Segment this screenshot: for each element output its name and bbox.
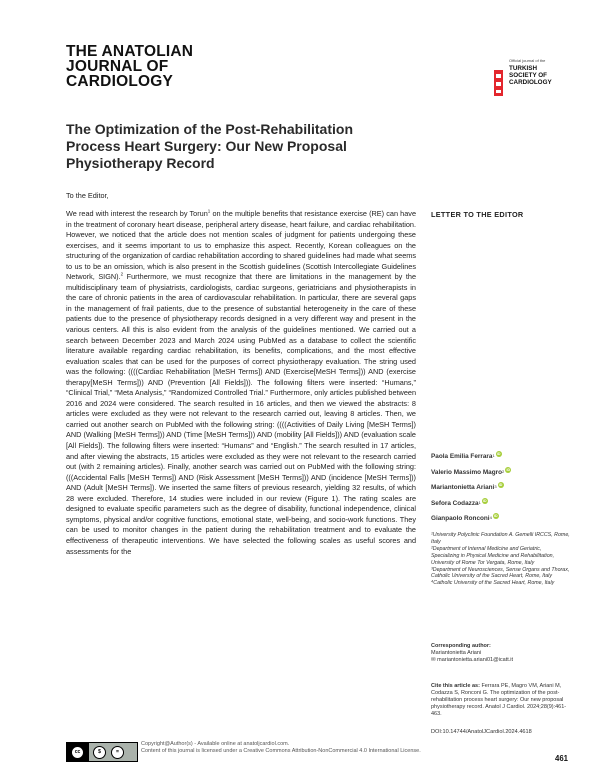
affiliation-list [431, 532, 571, 587]
affiliation-item: ²Department of Internal Medicine and Geriatric, Specializing in Physical Medicine and Rehabilitation, University of Rome Tor Vergata, Rome, Italy [431, 545, 555, 566]
noncommercial-icon: $ [93, 746, 106, 759]
noderivatives-icon: = [111, 746, 124, 759]
reference-marker[interactable]: 2 [120, 271, 124, 277]
page-number: 461 [555, 754, 569, 763]
society-logo [491, 58, 581, 120]
author-name: Valerio Massimo Magro [431, 468, 503, 476]
journal-title [66, 44, 193, 89]
reference-marker[interactable]: 1 [207, 208, 211, 214]
salutation: To the Editor, [66, 191, 109, 200]
author-name: Gianpaolo Ronconi [431, 515, 490, 522]
society-name-line: TURKISH [509, 65, 537, 72]
author-item [431, 453, 571, 469]
orcid-icon[interactable]: iD [496, 452, 501, 456]
affiliation-item: ³Department of Neurosciences, Sense Organs and Thorax, Catholic University of the Sacred Heart, Rome, Italy [431, 566, 570, 580]
author-name: Sefora Codazza [431, 499, 479, 507]
license-line: Content of this journal is licensed under a Creative Commons Attribution-NonCommercial 4.0 International License. [141, 748, 421, 754]
creative-commons-badge[interactable] [66, 742, 138, 762]
orcid-icon[interactable]: iD [494, 514, 498, 518]
author-affiliation-marker: 1 [492, 453, 495, 458]
journal-title-line: JOURNAL OF [66, 58, 169, 75]
corresponding-label: Corresponding author: [431, 643, 491, 649]
body-text-part: Furthermore, we must recognize that there are limitations in the management by the multidisciplinary team of physiatrists, cardiologists, cardiac surgeons, geriatricians and physiotherapists in the care of chronic patients in the area of cardiovascular rehabilitation. In particular, there are several gaps in the management of frail patients, due to the presence of substantial heterogeneity in the care of these patients due to the presence of physiotherapy records designed in a very different way and present in the various centers. All this is also evident from the analysis of the guidelines mentioned. We carried out a search between December 2023 and March 2024 using PubMed as a database to collect the scientific literature available regarding cardiac rehabilitation, its benefits, complications, and the most effective evaluation scales that can be used for the purposes of correct physiotherapy evaluation. The string used was the following: ((((Cardiac Rehabilitation [MeSH Terms]) AND (Exercise[MeSH Terms])) AND (exercise therapy[MeSH Terms])) AND (Prevention [All Fields])). The following filters were inserted: “Humans,” “Clinical Trial,” “Meta Analysis,” “Randomized Controlled Trial.” Furthermore, only articles published between 2016 and 2024 were considered. The search resulted in 16 articles, and then we viewed the abstracts: 8 articles were excluded as they were not relevant to the research carried out, leaving 8 articles. Then, we carried out another search on PubMed with the following string: ((((Activities of Daily Living [MeSH Terms]) AND (Walking [MeSH Terms])) AND (Time [MeSH Terms])) AND (mobility [All Fields])) AND (evaluation scale [All Fields]). The following filters were inserted: “Humans” and “English.” The search resulted in 17 articles, and after viewing the abstracts, 15 articles were excluded as they were not relevant to the research carried out (with 2 remaining articles). Finally, another search was carried out on PubMed with the following string: (((Accidental Falls [MeSH Terms]) AND (Risk Assessment [MeSH Terms])) AND (incidence [MeSH Terms])) AND (Adult [MeSH Terms]). We inserted the same filters of previous research, yielding 32 results, of which 28 were excluded. Therefore, 14 studies were included in our review (Figure 1). The rating scales are designed to evaluate specific parameters such as the degree of disability, functional independence, clinical symptoms, physical and/or cognitive functions, emotional state, well-being, and socio-work functions. They can be used to monitor changes in the patient during the rehabilitation treatment and to evaluate the effectiveness of therapeutic interventions. We have selected the following scales as useful scores and assessments for the [66, 272, 416, 556]
corresponding-name: Mariantonietta Ariani [431, 650, 482, 656]
cite-text: Ferrara PE, Magro VM, Ariani M, Codazza S, Ronconi G. The optimization of the post-rehabilitation process heart surgery: Our new proposal physiotherapy record. Anatol J Cardiol. 2024;28(9):461-463. [431, 683, 567, 717]
heart-logo-icon [491, 66, 507, 100]
author-item [431, 484, 571, 500]
license-line: Copyright@Author(s) - Available online at anatoljcardiol.com. [141, 741, 290, 747]
author-item [431, 500, 571, 516]
author-affiliation-marker: 2 [502, 468, 505, 474]
author-affiliation-marker: 1 [478, 499, 481, 505]
author-list [431, 453, 571, 531]
society-official-label: Official journal of the [509, 58, 546, 63]
author-name: Paola Emilia Ferrara [431, 453, 493, 460]
corresponding-author [431, 643, 571, 664]
journal-title-line: CARDIOLOGY [66, 73, 174, 90]
society-name-line: CARDIOLOGY [509, 79, 552, 86]
cite-label: Cite this article as: [431, 683, 480, 689]
journal-title-line: THE ANATOLIAN [66, 43, 194, 60]
cc-icon: cc [71, 746, 84, 759]
doi-link[interactable]: DOI:10.14744/AnatolJCardiol.2024.4618 [431, 729, 532, 735]
body-text-part: We read with interest the research by Torun [66, 209, 208, 218]
article-title: The Optimization of the Post-Rehabilitation Process Heart Surgery: Our New Proposal Physiotherapy Record [66, 121, 353, 171]
body-text-part: on the multiple benefits that resistance exercise (RE) can have in the treatment of coronary heart disease, peripheral artery disease, heart failure, and cardiac rehabilitation. However, we noticed that the article does not mention scales of judgment for patients undergoing these exercises, and it seems important to us to emphasize this aspect. Recently, Korean colleagues on the structuring of the organization of cardiac rehabilitation according to shared guidelines had made what seems to us to be an omission, which is also present in the Scottish guidelines (Scottish Intercollegiate Guidelines Network, SIGN). [66, 209, 416, 282]
affiliation-item: ⁴Catholic University of the Sacred Heart, Rome, Italy [431, 580, 555, 587]
license-text [141, 741, 431, 755]
article-type-label: LETTER TO THE EDITOR [431, 210, 524, 219]
orcid-icon[interactable]: iD [483, 498, 487, 503]
corresponding-email-link[interactable]: ✉ mariantonietta.ariani01@icatt.it [431, 657, 514, 663]
author-affiliation-marker: 4 [489, 515, 492, 520]
citation-block [431, 683, 571, 718]
society-name-line: SOCIETY OF [509, 72, 548, 79]
author-name: Mariantonietta Ariani [431, 484, 495, 491]
affiliation-item: ¹University Polyclinic Foundation A. Gemelli IRCCS, Rome, Italy [431, 532, 570, 545]
article-body [66, 209, 416, 557]
author-item [431, 515, 571, 531]
orcid-icon[interactable]: iD [498, 483, 503, 487]
society-name [509, 65, 552, 86]
orcid-icon[interactable]: iD [506, 467, 511, 472]
author-affiliation-marker: 3 [494, 484, 497, 489]
